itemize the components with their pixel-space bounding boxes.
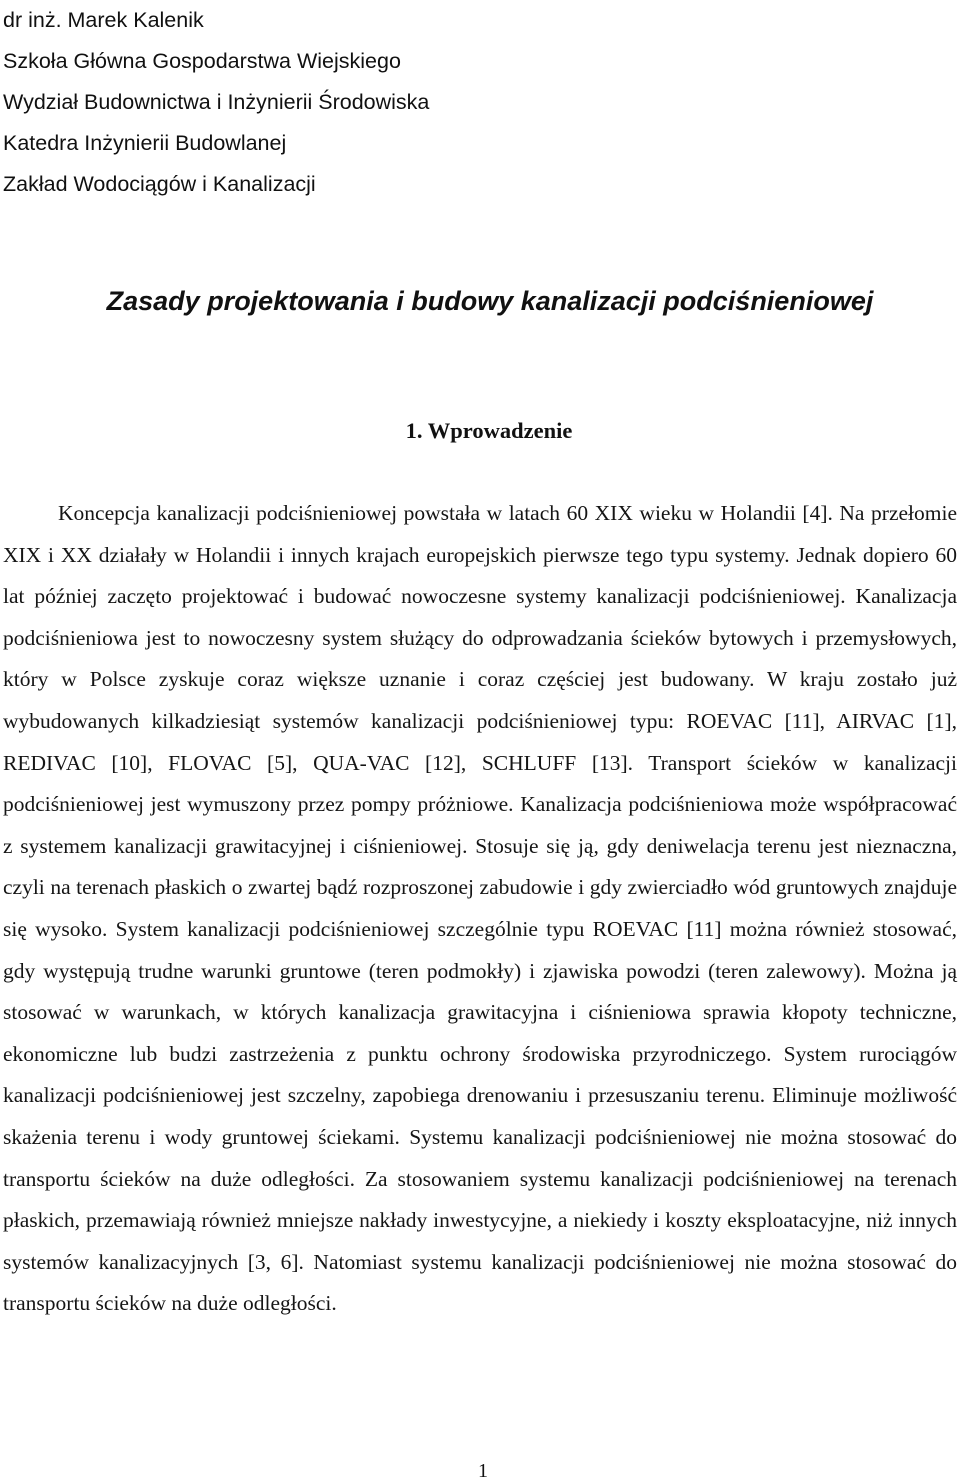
document-title: Zasady projektowania i budowy kanalizacji podciśnieniowej xyxy=(106,286,874,316)
university-name: Szkoła Główna Gospodarstwa Wiejskiego xyxy=(3,49,401,73)
section-heading: 1. Wprowadzenie xyxy=(405,418,573,443)
faculty-name: Wydział Budownictwa i Inżynierii Środowiska xyxy=(3,90,430,114)
author-name: dr inż. Marek Kalenik xyxy=(3,8,204,32)
page-number: 1 xyxy=(478,1460,488,1482)
department-name: Katedra Inżynierii Budowlanej xyxy=(3,131,287,155)
body-paragraph: Koncepcja kanalizacji podciśnieniowej powstała w latach 60 XIX wieku w Holandii [4]. Na przełomie XIX i XX działały w Holandii i innych krajach europejskich pierwsze tego typu systemy. Jednak dopiero 60 lat później zaczęto projektować i budować nowoczesne systemy kanalizacji podciśnieniowej. Kanalizacja podciśnieniowa jest to nowoczesny system służący do odprowadzania ścieków bytowych i przemysłowych, który w Polsce zyskuje coraz większe uznanie i coraz częściej jest budowany. W kraju zostało już wybudowanych kilkadziesiąt systemów kanalizacji podciśnieniowej typu: ROEVAC [11], AIRVAC [1], REDIVAC [10], FLOVAC [5], QUA-VAC [12], SCHLUFF [13]. Transport ścieków w kanalizacji podciśnieniowej jest wymuszony przez pompy próżniowe. Kanalizacja podciśnieniowa może współpracować z systemem kanalizacji grawitacyjnej i ciśnieniowej. Stosuje się ją, gdy deniwelacja terenu jest nieznaczna, czyli na terenach płaskich o zwartej bądź rozproszonej zabudowie i gdy zwierciadło wód gruntowych znajduje się wysoko. System kanalizacji podciśnieniowej szczególnie typu ROEVAC [11] można również stosować, gdy występują trudne warunki gruntowe (teren podmokły) i zjawiska powodzi (teren zalewowy). Można ją stosować w warunkach, w których kanalizacja grawitacyjna i ciśnieniowa sprawia kłopoty techniczne, ekonomiczne lub budzi zastrzeżenia z punktu ochrony środowiska przyrodniczego. System rurociągów kanalizacji podciśnieniowej jest szczelny, zapobiega drenowaniu i przesuszaniu terenu. Eliminuje możliwość skażenia terenu i wody gruntowej ściekami. Systemu kanalizacji podciśnieniowej nie można stosować do transportu ścieków na duże odległości. Za stosowaniem systemu kanalizacji podciśnieniowej na terenach płaskich, przemawiają również mniejsze nakłady inwestycyjne, a niekiedy i koszty eksploatacyjne, niż innych systemów kanalizacyjnych [3, 6]. Natomiast systemu kanalizacji podciśnieniowej nie można stosować do transportu ścieków na duże odległości. xyxy=(3,501,957,1316)
unit-name: Zakład Wodociągów i Kanalizacji xyxy=(3,172,316,196)
author-affiliation-block xyxy=(3,0,429,205)
